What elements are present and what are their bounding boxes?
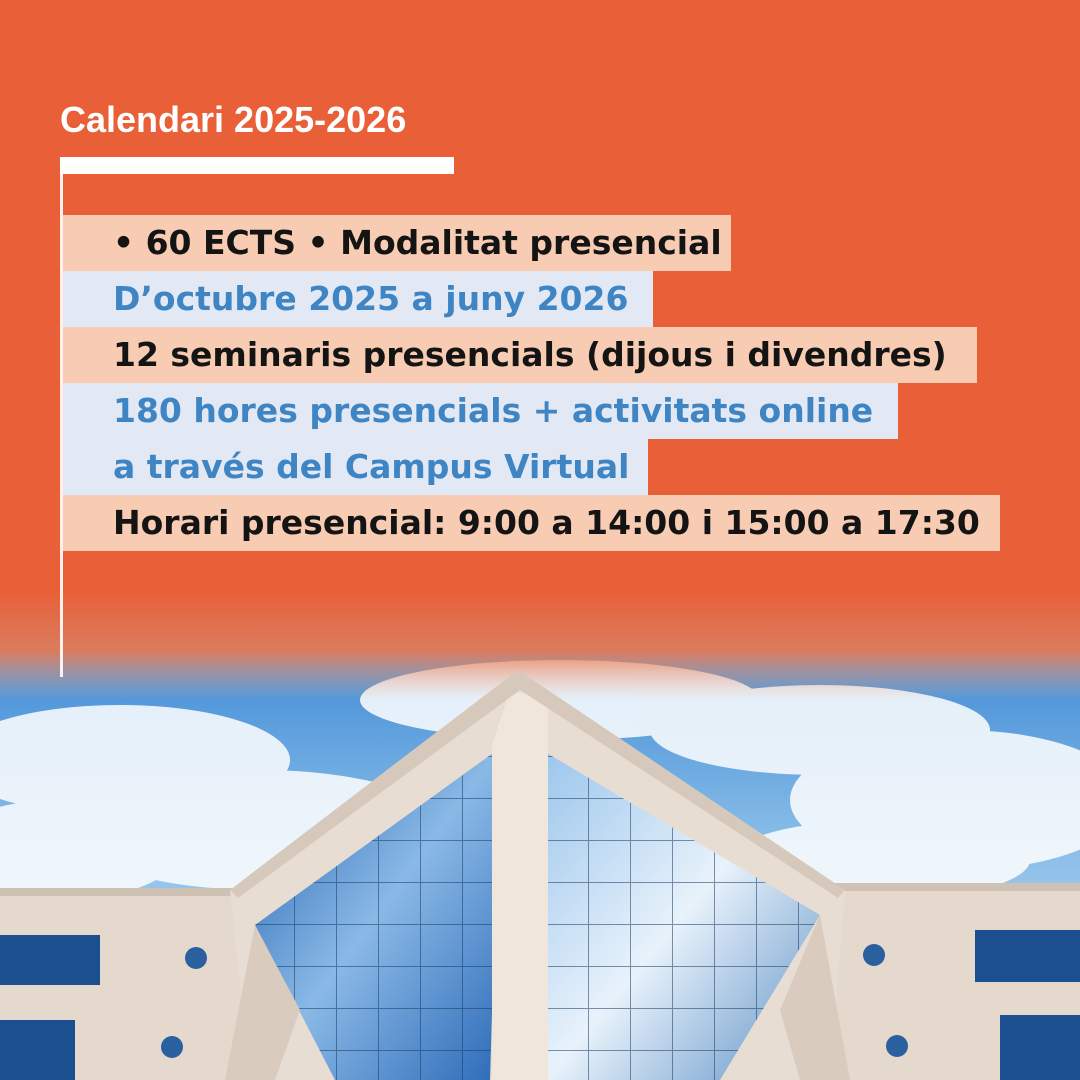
info-line-schedule: Horari presencial: 9:00 a 14:00 i 15:00 a 17:30 (63, 495, 1000, 551)
page-title: Calendari 2025-2026 (60, 99, 407, 140)
info-line-campus: a través del Campus Virtual (63, 439, 648, 495)
info-line-dates: D’octubre 2025 a juny 2026 (63, 271, 653, 327)
info-line-ects: • 60 ECTS • Modalitat presencial (63, 215, 731, 271)
info-line-hours: 180 hores presencials + activitats online (63, 383, 898, 439)
title-underline (60, 157, 454, 174)
info-line-seminars: 12 seminaris presencials (dijous i divendres) (63, 327, 977, 383)
